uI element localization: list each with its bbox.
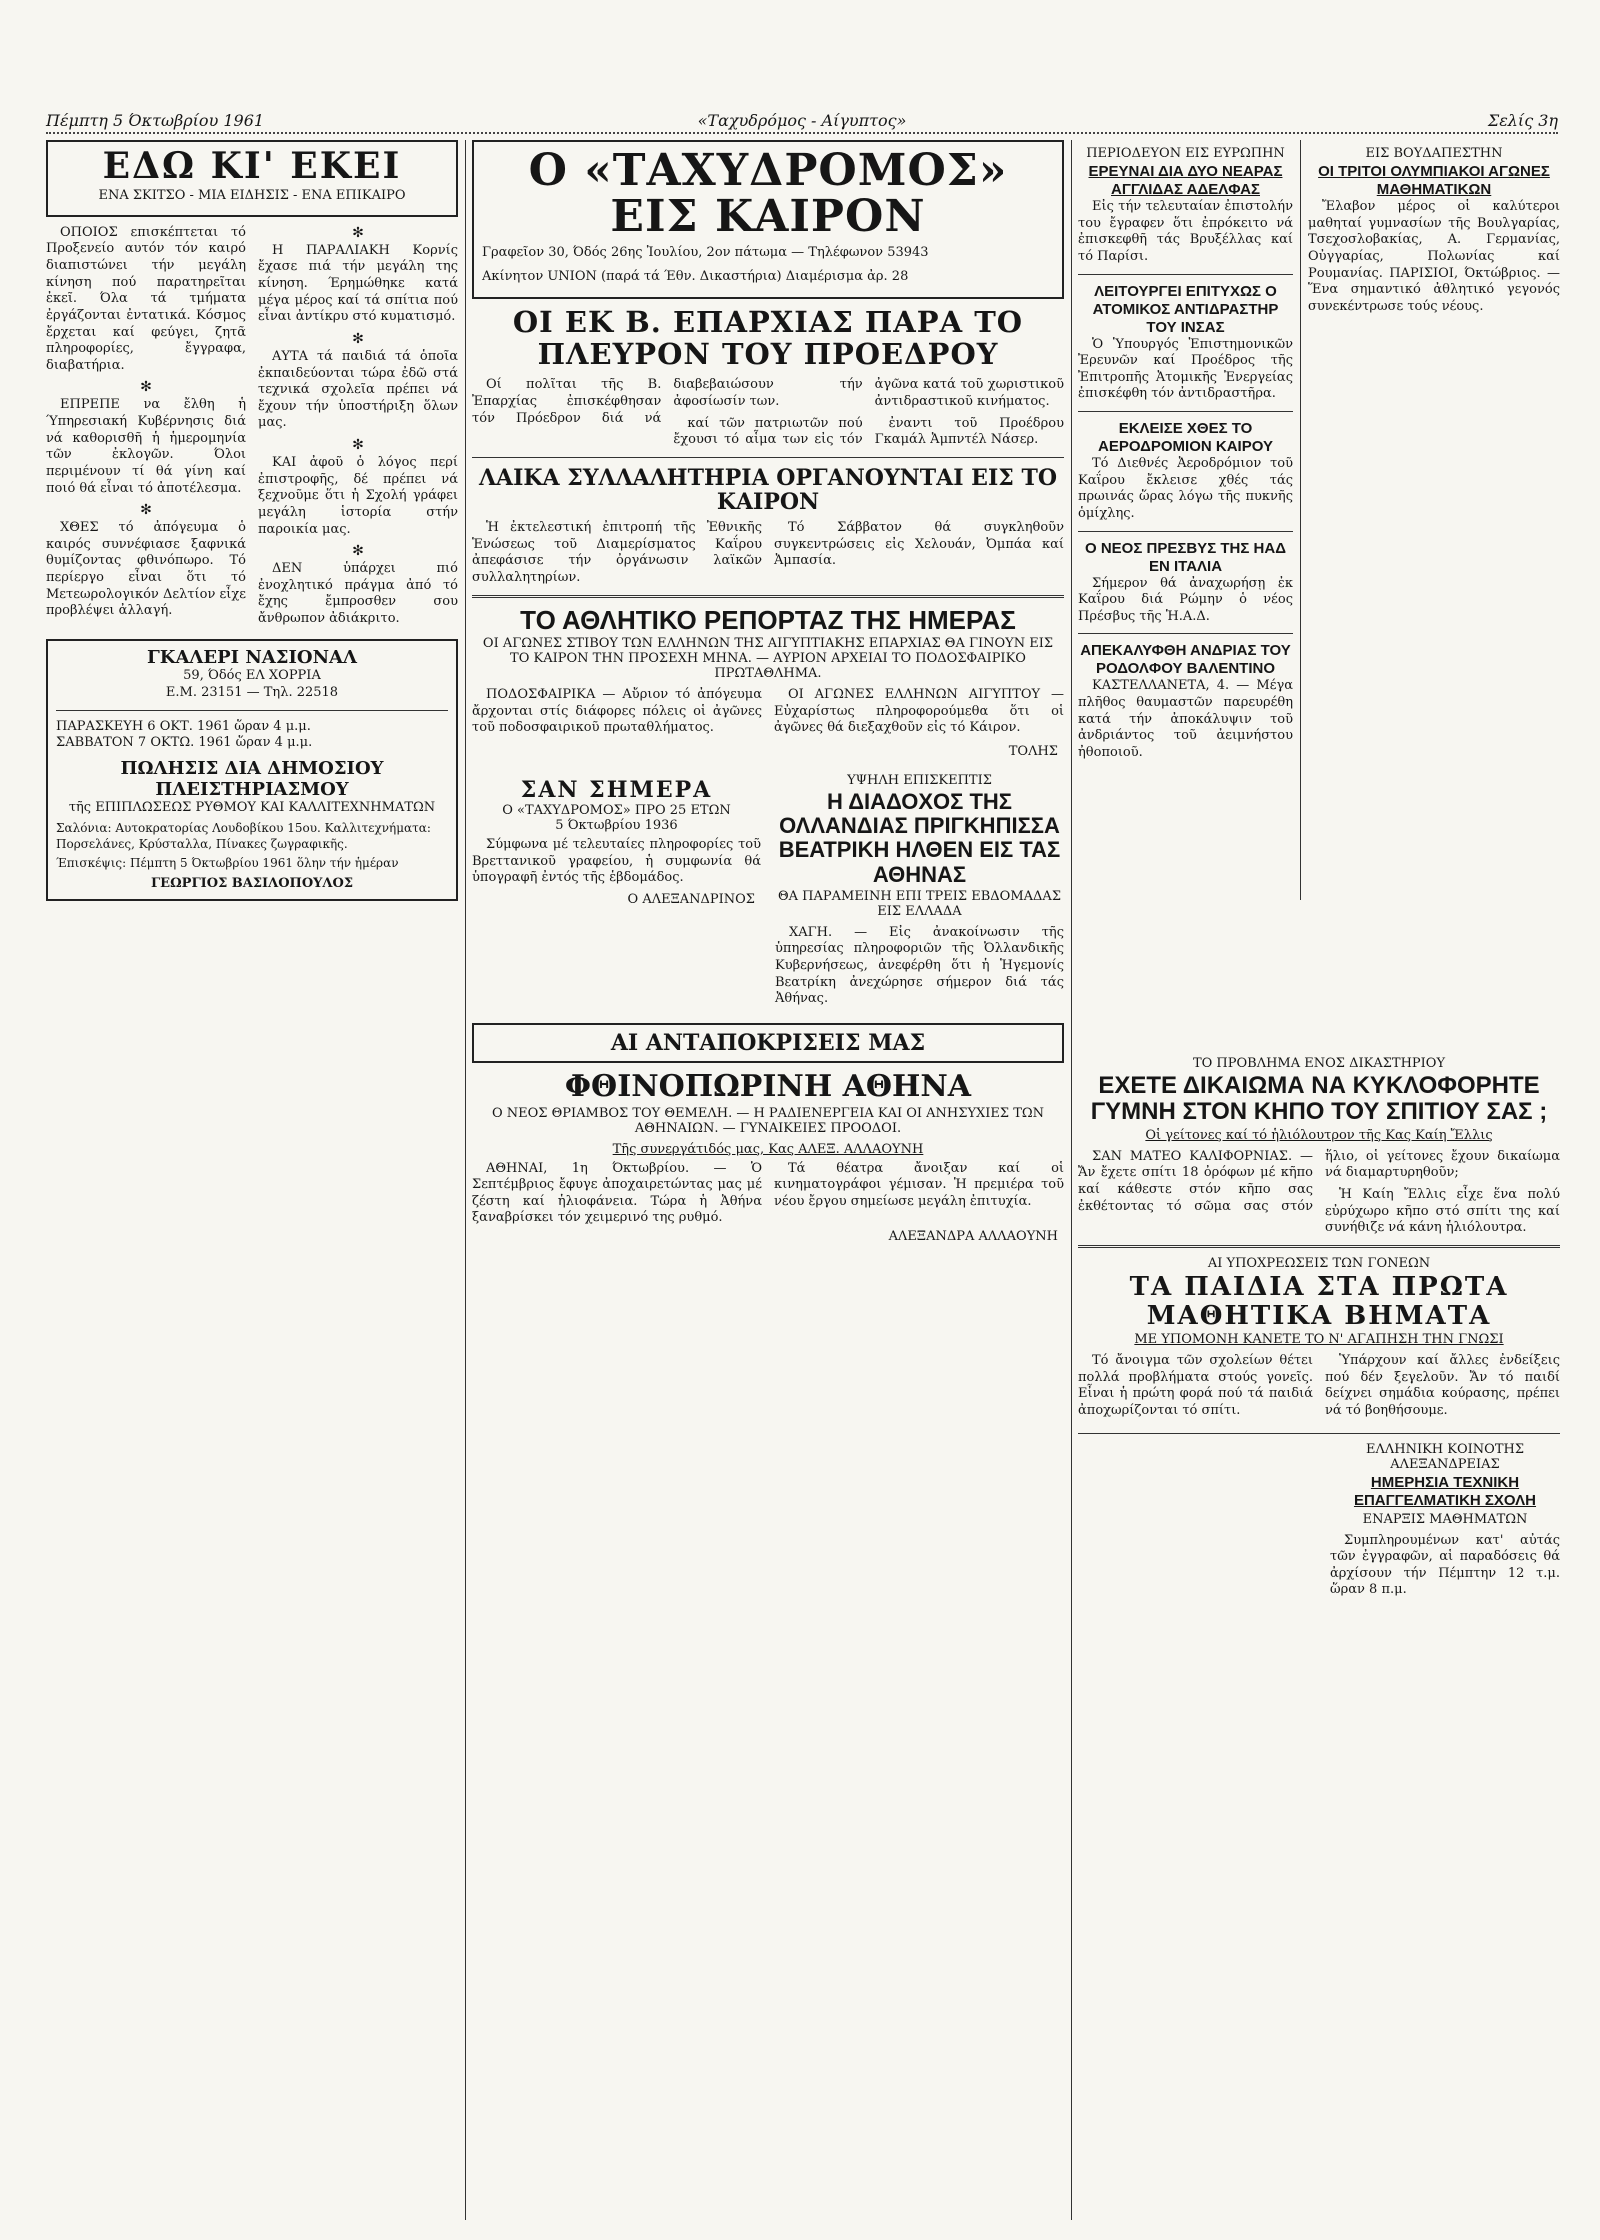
article-paragraph: ΧΑΓΗ. — Εἰς ἀνακοίνωσιν τῆς ὑπηρεσίας πληροφοριῶν τῆς Ὀλλανδικῆς Κυβερνήσεως, ἀνεφέρθη ὅτι ἡ Ἡγεμονίς Βεατρίκη ἀνεχώρησε σήμερον διά τάς Ἀθήνας. <box>775 924 1064 1007</box>
garden-headline: ΕΧΕΤΕ ΔΙΚΑΙΩΜΑ ΝΑ ΚΥΚΛΟΦΟΡΗΤΕ ΓΥΜΝΗ ΣΤΟΝ ΚΗΠΟ ΤΟΥ ΣΠΙΤΙΟΥ ΣΑΣ ; <box>1090 1072 1548 1126</box>
royal-visit <box>775 767 1064 1013</box>
article-paragraph: Τό Σάββατον θά συγκληθοῦν συγκεντρώσεις εἰς Χελουάν, Ὀμπάα καί Ἀμπασία. <box>774 520 1064 569</box>
article-paragraph: ΚΑΙ ἀφοῦ ὁ λόγος περί ἐπιστροφῆς, δέ πρέπει νά ξεχνοῦμε ὅτι ἡ Σχολή γράφει μεγάλη ἱστορία στήν παροικία μας. <box>258 455 458 537</box>
europe-section-title: ΠΕΡΙΟΔΕΥΟΝ ΕΙΣ ΕΥΡΩΠΗΝ <box>1086 146 1285 161</box>
author-signature: Ο ΑΛΕΞΑΝΔΡΙΝΟΣ <box>627 891 755 907</box>
school-subtitle: ΕΝΑΡΞΙΣ ΜΑΘΗΜΑΤΩΝ <box>1362 1511 1528 1527</box>
article-paragraph: Συμπληρουμένων κατ' αὐτάς τῶν ἐγγραφῶν, αἱ παραδόσεις θά ἀρχίσουν τήν Πέμπτην 12 τ.μ. ὥραν 8 π.μ. <box>1330 1532 1560 1598</box>
office-contacts-2: Ακίνητον UNION (παρά τά Έθν. Δικαστήρια) Διαμέρισμα ἀρ. 28 <box>482 268 909 284</box>
right-wide-block <box>1078 1050 1560 1604</box>
garden-body <box>1078 1149 1560 1237</box>
airport-headline: ΕΚΛΕΙΣΕ ΧΘΕΣ ΤΟ ΑΕΡΟΔΡΟΜΙΟΝ ΚΑΙΡΟΥ <box>1098 420 1273 455</box>
article-paragraph: ΕΠΡΕΠΕ να ἔλθη ἡ Ύπηρεσιακή Κυβέρνησις διά νά καθορισθῆ ἡ ἡμερομηνία τῶν ἐκλογῶν. Όλοι περιμένουν τί θά γίνη καί ποιό θά εἶναι τό ἀποτέλεσμα. <box>46 397 246 496</box>
auction-title: ΠΩΛΗΣΙΣ ΔΙΑ ΔΗΜΟΣΙΟΥ ΠΛΕΙΣΤΗΡΙΑΣΜΟΥ <box>120 758 384 801</box>
article-paragraph: Σήμερον θά ἀναχωρήσῃ ἐκ Καΐρου διά Ρώμην ὁ νέος Πρέσβυς τῆς Ἡ.Α.Δ. <box>1078 575 1293 624</box>
reactor-headline: ΛΕΙΤΟΥΡΓΕΙ ΕΠΙΤΥΧΩΣ Ο ΑΤΟΜΙΚΟΣ ΑΝΤΙΔΡΑΣΤΗΡ ΤΟΥ ΙΝΣΑΣ <box>1092 282 1279 336</box>
divider <box>1078 411 1293 412</box>
auction-advert <box>46 639 458 901</box>
divider <box>472 595 1064 598</box>
ornament-icon: ✻ <box>352 224 364 241</box>
here-there-box <box>46 140 458 217</box>
autumn-athens-byline: Τῆς συνεργάτιδός μας, Κας ΑΛΕΞ. ΑΛΛΑΟΥΝΗ <box>612 1141 924 1157</box>
gallery-name: ΓΚΑΛΕΡΙ ΝΑΣΙΟΝΑΛ <box>147 646 357 668</box>
school-notice <box>1330 1442 1560 1600</box>
valentino-headline: ΑΠΕΚΑΛΥΦΘΗ ΑΝΔΡΙΑΣ ΤΟΥ ΡΟΔΟΛΦΟΥ ΒΑΛΕΝΤΙΝΟ <box>1080 642 1291 678</box>
page-number: Σελίς 3η <box>1487 110 1558 130</box>
divider <box>1078 531 1293 532</box>
ornament-icon: ✻ <box>140 502 152 519</box>
closing-signature: ΑΛΕΞΑΝΔΡΑ ΑΛΛΑΟΥΝΗ <box>888 1229 1058 1245</box>
children-body <box>1078 1353 1560 1425</box>
sports-headline: ΤΟ ΑΘΛΗΤΙΚΟ ΡΕΠΟΡΤΑΖ ΤΗΣ ΗΜΕΡΑΣ <box>520 604 1016 635</box>
rallies-headline: ΛΑΙΚΑ ΣΥΛΛΑΛΗΤΗΡΙΑ ΟΡΓΑΝΟΥΝΤΑΙ ΕΙΣ ΤΟ ΚΑΙΡΟΝ <box>478 464 1057 515</box>
article-paragraph: Ἔλαβον μέρος οἱ καλύτεροι μαθηταί γυμνασίων τῆς Βουλγαρίας, Τσεχοσλοβακίας, Α. Γερμανίας, Οὐγγαρίας, Πολωνίας καί Ρουμανίας. ΠΑΡΙΣΙΟΙ, Όκτώβριος. — Ἕνα σημαντικό ἀθλητικό γεγονός συνεκέντρωσε τούς νέους. <box>1308 199 1560 314</box>
article-paragraph: ΠΟΔΟΣΦΑΙΡΙΚΑ — Αὔριον τό ἀπόγευμα ἄρχονται στίς διάφορες πόλεις οἱ ἀγῶνες τοῦ ποδοσφαιρικοῦ πρωταθλήματος. <box>472 687 762 736</box>
olympiad-headline: ΟΙ ΤΡΙΤΟΙ ΟΛΥΜΠΙΑΚΟΙ ΑΓΩΝΕΣ ΜΑΘΗΜΑΤΙΚΩΝ <box>1318 163 1550 198</box>
autumn-athens-body <box>472 1161 1064 1228</box>
issue-date: Πέμπτη 5 Όκτωβρίου 1961 <box>46 110 265 130</box>
ambassador-headline: Ο ΝΕΟΣ ΠΡΕΣΒΥΣ ΤΗΣ ΗΑΔ ΕΝ ΙΤΑΛΙΑ <box>1085 539 1286 575</box>
article-paragraph: ΑΘΗΝΑΙ, 1η Όκτωβρίου. — Ὁ Σεπτέμβριος ἔφυγε ἀποχαιρετώντας μας μέ ζέστη καί ἡλιοφάνεια. Τώρα ἡ Ἀθήνα ξαναβρίσκει τόν χειμερινό της ρυθμό. <box>472 1160 762 1226</box>
column-rule <box>1071 140 1072 2220</box>
divider <box>1078 274 1293 275</box>
page-header <box>46 108 1558 134</box>
sports-subheadline: ΟΙ ΑΓΩΝΕΣ ΣΤΙΒΟΥ ΤΩΝ ΕΛΛΗΝΩΝ ΤΗΣ ΑΙΓΥΠΤΙΑΚΗΣ ΕΠΑΡΧΙΑΣ ΘΑ ΓΙΝΟΥΝ ΕΙΣ ΤΟ ΚΑΙΡΟΝ ΤΗΝ ΠΡΟΣΕΧΗ ΜΗΝΑ. — ΑΥΡΙΟΝ ΑΡΧΕΙΑΙ ΤΟ ΠΟΔΟΣΦΑΙΡΙΚΟ ΠΡΩΤΑΘΛΗΜΑ. <box>482 636 1054 682</box>
article-paragraph: Ὑπάρχουν καί ἄλλες ἐνδείξεις πού δέν ξεγελοῦν. Ἄν τό παιδί δείχνει σημάδια κούρασης, πρέπει νά τό βοηθήσουμε. <box>1325 1353 1560 1418</box>
lead-body <box>472 377 1064 449</box>
today-date: 5 Όκτωβρίου 1936 <box>555 818 678 834</box>
lower-split <box>472 767 1064 1013</box>
garden-subheadline: Οἱ γείτονες καί τό ἡλιόλουτρον τῆς Κας Καίη Ἔλλις <box>1145 1127 1493 1143</box>
article-paragraph: Σύμφωνα μέ τελευταίες πληροφορίες τοῦ Βρεττανικοῦ γραφείου, ἡ συμφωνία θά ὑπογραφῆ ἐντός τῆς ἑβδομάδος. <box>472 837 761 886</box>
autumn-athens-headline: ΦΘΙΝΟΠΩΡΙΝΗ ΑΘΗΝΑ <box>564 1069 972 1105</box>
budapest-section-title: ΕΙΣ ΒΟΥΔΑΠΕΣΤΗΝ <box>1365 146 1503 161</box>
divider <box>1078 633 1293 634</box>
children-subheadline: ΜΕ ΥΠΟΜΟΝΗ ΚΑΝΕΤΕ ΤΟ Ν' ΑΓΑΠΗΣΗ ΤΗΝ ΓΝΩΣΙ <box>1134 1332 1504 1348</box>
column-right-b <box>1308 140 1560 320</box>
paper-office-title: Ο «ΤΑΧΥΔΡΟΜΟΣ» ΕΙΣ ΚΑΙΡΟΝ <box>528 145 1008 243</box>
visitor-label: ΥΨΗΛΗ ΕΠΙΣΚΕΠΤΙΣ <box>847 773 992 789</box>
today-in-history <box>472 767 761 1013</box>
schedule-line: ΠΑΡΑΣΚΕΥΗ 6 ΟΚΤ. 1961 ὥραν 4 μ.μ. <box>56 718 311 734</box>
article-paragraph: ΣΑΝ ΜΑΤΕΟ ΚΑΛΙΦΟΡΝΙΑΣ. — Ἄν ἔχετε σπίτι 18 ὀρόφων μέ κῆπο καί κάθεστε στόν κῆπο σας ἐκθέτοντας τό σῶμα σας στόν ἥλιο, οἱ γείτονες ἔχουν δικαίωμα νά διαμαρτυρηθοῦν; <box>1078 1148 1560 1214</box>
correspondence-box <box>472 1023 1064 1063</box>
article-paragraph: ΚΑΣΤΕΛΛΑΝΕΤΑ, 4. — Μέγα πλῆθος θαυμαστῶν παρευρέθη κατά τήν ἀποκάλυψιν τοῦ ἀνδριάντος τοῦ ἀειμνήστου ἠθοποιοῦ. <box>1078 678 1293 760</box>
column-center <box>472 140 1064 1252</box>
auction-notes: Σαλόνια: Αυτοκρατορίας Λουδοβίκου 15ου. Καλλιτεχνήματα: Πορσελάνες, Κρύσταλλα, Πίνακες ζωγραφικῆς. <box>56 821 431 851</box>
divider <box>472 457 1064 458</box>
community-name: ΕΛΛΗΝΙΚΗ ΚΟΙΝΟΤΗΣ ΑΛΕΞΑΝΔΡΕΙΑΣ <box>1365 1441 1525 1472</box>
ornament-icon: ✻ <box>352 437 364 454</box>
ornament-icon: ✻ <box>352 330 364 347</box>
lead-banner: ΟΙ ΕΚ Β. ΕΠΑΡΧΙΑΣ ΠΑΡΑ ΤΟ ΠΛΕΥΡΟΝ ΤΟΥ ΠΡΟΕΔΡΟΥ <box>512 305 1024 372</box>
article-paragraph: καί τῶν πατριωτῶν πού ἔχουσι τό αἷμα των εἰς τόν ἀγῶνα κατά τοῦ χωριστικοῦ ἀντιδραστικοῦ κινήματος. <box>673 377 1064 448</box>
signature: ΤΟΛΗΣ <box>1008 744 1058 760</box>
schedule-line: ΣΑΒΒΑΤΟΝ 7 ΟΚΤΩ. 1961 ὥραν 4 μ.μ. <box>56 735 313 751</box>
article-paragraph: Ὁ Ὑπουργός Ἐπιστημονικῶν Ἐρευνῶν καί Προέδρος τῆς Ἐπιτροπῆς Ἀτομικῆς Ἐνεργείας ἐπισκέφθη τόν ἀντιδραστῆρα. <box>1078 336 1293 402</box>
office-contacts: Γραφεῖον 30, Όδός 26ης Ἰουλίου, 2ον πάτωμα — Τηλέφωνον 53943 <box>482 245 929 261</box>
sports-body <box>472 687 1064 742</box>
royal-subheadline: ΘΑ ΠΑΡΑΜΕΙΝΗ ΕΠΙ ΤΡΕΙΣ ΕΒΔΟΜΑΔΑΣ ΕΙΣ ΕΛΛΑΔΑ <box>777 888 1062 919</box>
gallery-address: 59, Όδός ΕΛ ΧΟΡΡΙΑ <box>183 667 321 683</box>
article-paragraph: Ἡ ἐκτελεστική ἐπιτροπή τῆς Ἐθνικῆς Ἑνώσεως τοῦ Διαμερίσματος Καΐρου ἀπεφάσισε τήν ὀργάνωσιν λαϊκῶν συλλαλητηρίων. <box>472 520 762 585</box>
rallies-body <box>472 520 1064 587</box>
article-paragraph: ΟΙ ΑΓΩΝΕΣ ΕΛΛΗΝΩΝ ΑΙΓΥΠΤΟΥ — Εὐχαρίστως πληροφορούμεθα ὅτι οἱ ἀγῶνες θά διεξαχθοῦν εἰς τό Κάιρον. <box>774 687 1064 736</box>
column-rule <box>465 140 466 2220</box>
article-paragraph: Ἡ Καίη Ἔλλις εἶχε ἕνα πολύ εὐρύχωρο κῆπο στό σπίτι της καί συνήθιζε νά κάνη ἡλιόλουτρα. <box>1325 1187 1560 1236</box>
correspondence-headline: ΑΙ ΑΝΤΑΠΟΚΡΙΣΕΙΣ ΜΑΣ <box>610 1029 926 1056</box>
article-paragraph: Εἰς τήν τελευταίαν ἐπιστολήν του ἔγραφεν ὅτι ἐπρόκειτο νά ἐπισκεφθῆ τάς Βρυξέλλας καί τό Παρίσι. <box>1078 199 1293 264</box>
article-paragraph: Τά θέατρα ἄνοιξαν καί οἱ κινηματογράφοι γέμισαν. Ἡ πρεμιέρα τοῦ νέου ἔργου σημείωσε μεγάλη ἐπιτυχία. <box>774 1160 1064 1209</box>
autumn-athens-subheadline: Ο ΝΕΟΣ ΘΡΙΑΜΒΟΣ ΤΟΥ ΘΕΜΕΛΗ. — Η ΡΑΔΙΕΝΕΡΓΕΙΑ ΚΑΙ ΟΙ ΑΝΗΣΥΧΙΕΣ ΤΩΝ ΑΘΗΝΑΙΩΝ. — ΓΥΝΑΙΚΕΙΕΣ ΠΡΟΟΔΟΙ. <box>491 1105 1045 1136</box>
auctioneer-name: ΓΕΩΡΓΙΟΣ ΒΑΣΙΛΟΠΟΥΛΟΣ <box>150 876 354 892</box>
here-there-title: ΕΔΩ ΚΙ' ΕΚΕΙ <box>102 145 402 187</box>
divider <box>56 710 448 711</box>
article-paragraph: Οί πολῖται τῆς Β. Ἐπαρχίας ἐπισκέφθησαν τόν Πρόεδρον διά νά διαβεβαιώσουν τήν ἀφοσίωσίν των. <box>472 377 863 426</box>
sisters-headline: ΕΡΕΥΝΑΙ ΔΙΑ ΔΥΟ ΝΕΑΡΑΣ ΑΓΓΛΙΔΑΣ ΑΔΕΛΦΑΣ <box>1088 163 1283 198</box>
article-paragraph: Τό ἄνοιγμα τῶν σχολείων θέτει πολλά προβλήματα στούς γονεῖς. Εἶναι ἡ πρώτη φορά πού τά παιδιά ἀποχωρίζονται τό σπίτι. <box>1078 1353 1313 1418</box>
gallery-phone: Ε.Μ. 23151 — Τηλ. 22518 <box>165 684 339 700</box>
auction-detail: τῆς ΕΠΙΠΛΩΣΕΩΣ ΡΥΘΜΟΥ ΚΑΙ ΚΑΛΛΙΤΕΧΝΗΜΑΤΩΝ <box>68 800 436 816</box>
article-paragraph: ΟΠΟΙΟΣ επισκέπτεται τό Προξενείο αυτόν τόν καιρό διαπιστώνει τήν μεγάλη κίνηση πού παρατηρεῖται ἐκεῖ. Όλα τά τμήματα ἐργάζονται ἐντατικά. Κόσμος ἔρχεται καί φεύγει, ζητᾶ πληροφορίες, ἔγγραφα, διαβατήρια. <box>46 224 246 373</box>
divider <box>1078 1245 1560 1248</box>
paper-name: «Ταχυδρόμος - Αίγυπτος» <box>697 110 907 130</box>
ornament-icon: ✻ <box>352 543 364 560</box>
children-headline: ΤΑ ΠΑΙΔΙΑ ΣΤΑ ΠΡΩΤΑ ΜΑΘΗΤΙΚΑ ΒΗΜΑΤΑ <box>1129 1271 1509 1331</box>
tachydromos-office-box <box>472 140 1064 299</box>
court-problem-title: ΤΟ ΠΡΟΒΛΗΜΑ ΕΝΟΣ ΔΙΚΑΣΤΗΡΙΟΥ <box>1192 1056 1446 1071</box>
article-paragraph: ΔΕΝ ὑπάρχει πιό ἐνοχλητικό πράγμα ἀπό τό ἔχης ἔμπροσθεν σου ἄνθρωπον ἀδιάκριτο. <box>258 561 458 627</box>
here-there-subtitle: ΕΝΑ ΣΚΙΤΣΟ - ΜΙΑ ΕΙΔΗΣΙΣ - ΕΝΑ ΕΠΙΚΑΙΡΟ <box>98 187 406 203</box>
divider <box>1078 1433 1560 1434</box>
article-paragraph: Η ΠΑΡΑΛΙΑΚΗ Κορνίς ἔχασε πιά τήν μεγάλη της κίνηση. Έρημώθηκε κατά μέγα μέρος καί τά σπίτια πού εἶναι ἀντίκρυ στό κυματισμό. <box>258 242 458 325</box>
school-name: ΗΜΕΡΗΣΙΑ ΤΕΧΝΙΚΗ ΕΠΑΓΓΕΛΜΑΤΙΚΗ ΣΧΟΛΗ <box>1353 1473 1537 1509</box>
column-rule <box>1300 140 1301 900</box>
article-paragraph: Τό Διεθνές Ἀεροδρόμιον τοῦ Καΐρου ἔκλεισε χθές τάς πρωινάς ὥρας λόγω τῆς πυκνῆς ὁμίχλης. <box>1078 456 1293 521</box>
auction-visit: Έπισκέψις: Πέμπτη 5 Όκτωβρίου 1961 ὅλην τήν ἡμέραν <box>56 856 399 871</box>
column-left <box>46 140 458 901</box>
article-paragraph: ΧΘΕΣ τό ἀπόγευμα ὁ καιρός συννέφιασε ξαφνικά θυμίζοντας φθινόπωρο. Τό περίεργο εἶναι ὅτι τό Μετεωρολογικόν Δελτίον εἶχε προβλέψει ἀλλαγή. <box>46 520 246 619</box>
parents-title: ΑΙ ΥΠΟΧΡΕΩΣΕΙΣ ΤΩΝ ΓΟΝΕΩΝ <box>1207 1255 1431 1271</box>
ornament-icon: ✻ <box>140 379 152 396</box>
today-box <box>472 777 761 833</box>
today-title: ΣΑΝ ΣΗΜΕΡΑ <box>520 777 713 804</box>
column-right-a <box>1078 140 1293 767</box>
article-paragraph: ΑΥΤΑ τά παιδιά τά ὁποῖα ἐκπαιδεύονται τώρα ἐδῶ στά τεχνικά σχολεῖα πρέπει νά ἔχουν τήν ὑποστήριξη ὅλων μας. <box>258 348 458 431</box>
here-there-body <box>46 225 458 629</box>
article-paragraph: ἐναντι τοῦ Προέδρου Γκαμάλ Ἀμπντέλ Νάσερ. <box>874 415 1064 448</box>
today-subtitle: Ο «ΤΑΧΥΔΡΟΜΟΣ» ΠΡΟ 25 ΕΤΩΝ <box>502 803 731 819</box>
royal-headline: Η ΔΙΑΔΟΧΟΣ ΤΗΣ ΟΛΛΑΝΔΙΑΣ ΠΡΙΓΚΗΠΙΣΣΑ ΒΕΑΤΡΙΚΗ ΗΛΘΕΝ ΕΙΣ ΤΑΣ ΑΘΗΝΑΣ <box>778 789 1061 887</box>
